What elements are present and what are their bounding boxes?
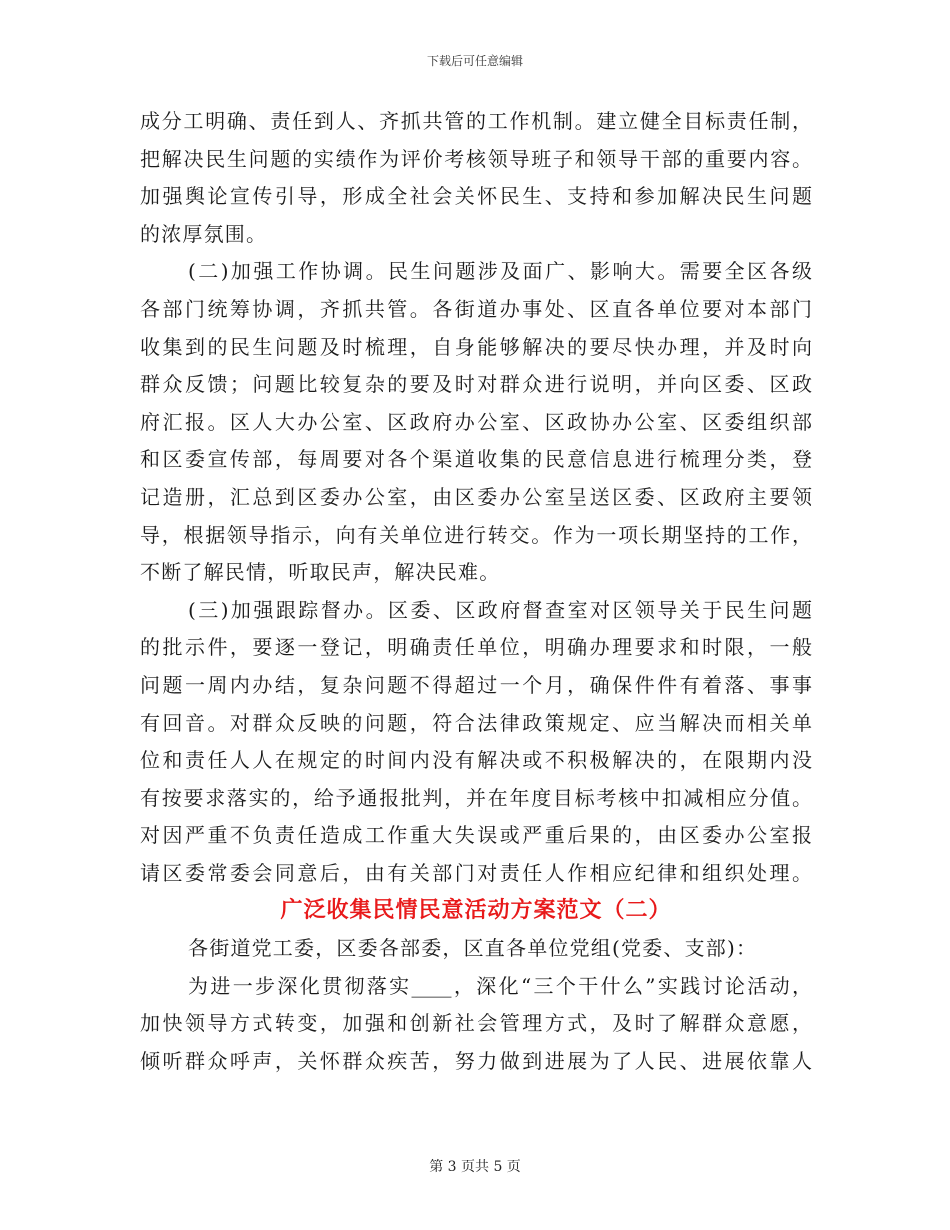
paragraph-line: 有按要求落实的，给予通报批判，并在年度目标考核中扣减相应分值。 [140, 785, 812, 810]
paragraph-line: 的批示件，要逐一登记，明确责任单位，明确办理要求和时限，一般 [140, 635, 812, 660]
document-body [140, 103, 812, 1080]
paragraph-line: 收集到的民生问题及时梳理，自身能够解决的要尽快办理，并及时向 [140, 334, 812, 359]
paragraph-line: 加强舆论宣传引导，形成全社会关怀民生、支持和参加解决民生问题 [140, 184, 812, 209]
paragraph-line: 对因严重不负责任造成工作重大失误或严重后果的，由区委办公室报 [140, 823, 812, 848]
paragraph-line: 加快领导方式转变，加强和创新社会管理方式，及时了解群众意愿， [140, 1011, 812, 1036]
paragraph-line: (三)加强跟踪督办。区委、区政府督查室对区领导关于民生问题 [188, 597, 812, 622]
paragraph-line: (二)加强工作协调。民生问题涉及面广、影响大。需要全区各级 [188, 259, 812, 284]
paragraph-line: 记造册，汇总到区委办公室，由区委办公室呈送区委、区政府主要领 [140, 484, 812, 509]
paragraph-line: 不断了解民情，听取民声，解决民难。 [140, 560, 501, 585]
paragraph-line: 成分工明确、责任到人、齐抓共管的工作机制。建立健全目标责任制， [140, 109, 812, 133]
paragraph-line: 和区委宣传部，每周要对各个渠道收集的民意信息进行梳理分类，登 [140, 447, 812, 472]
page-header: 下载后可任意编辑 [426, 54, 523, 68]
paragraph-line: 问题一周内办结，复杂问题不得超过一个月，确保件件有着落、事事 [140, 672, 812, 697]
paragraph-line: 导，根据领导指示，向有关单位进行转交。作为一项长期坚持的工作， [140, 522, 812, 547]
paragraph-line: 请区委常委会同意后，由有关部门对责任人作相应纪律和组织处理。 [140, 860, 812, 885]
paragraph-line: 为进一步深化贯彻落实____，深化“三个干什么”实践讨论活动， [188, 973, 812, 998]
paragraph-line: 各街道党工委，区委各部委，区直各单位党组(党委、支部)： [188, 936, 758, 961]
paragraph-line: 各部门统筹协调，齐抓共管。各街道办事处、区直各单位要对本部门 [140, 296, 812, 321]
paragraph-line: 的浓厚氛围。 [140, 221, 268, 246]
paragraph-line: 府汇报。区人大办公室、区政府办公室、区政协办公室、区委组织部 [140, 409, 812, 434]
paragraph-line: 把解决民生问题的实绩作为评价考核领导班子和领导干部的重要内容。 [140, 146, 812, 171]
page-number: 第 3 页共 5 页 [429, 1159, 521, 1175]
section-title: 广泛收集民情民意活动方案范文（二） [280, 897, 672, 924]
paragraph-line: 倾听群众呼声，关怀群众疾苦，努力做到进展为了人民、进展依靠人 [140, 1048, 812, 1073]
paragraph-line: 群众反馈；问题比较复杂的要及时对群众进行说明，并向区委、区政 [140, 372, 812, 397]
paragraph-line: 有回音。对群众反映的问题，符合法律政策规定、应当解决而相关单 [140, 710, 812, 735]
paragraph-line: 位和责任人人在规定的时间内没有解决或不积极解决的，在限期内没 [140, 748, 812, 773]
